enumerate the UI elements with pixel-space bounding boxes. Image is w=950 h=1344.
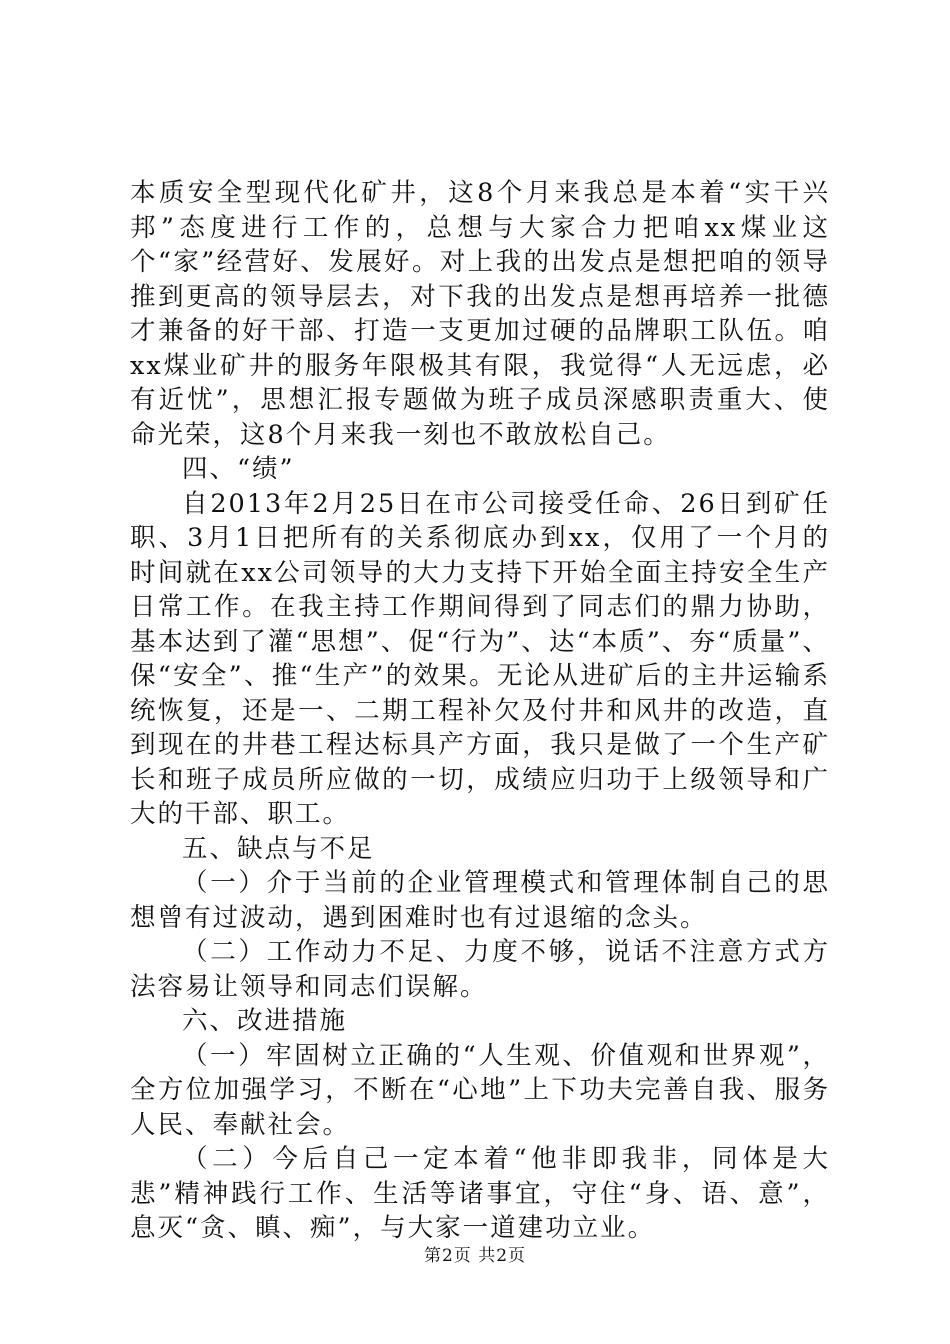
section-heading-shortcomings: 五、缺点与不足 xyxy=(182,833,375,864)
shortcoming-item-1: （一）介于当前的企业管理模式和管理体制自己的思想曾有过波动，遇到困难时也有过退缩的念头。 xyxy=(130,868,830,933)
body-paragraph-achievements: 自2013年2月25日在市公司接受任命、26日到矿任职、3月1日把所有的关系彻底办到xx，仅用了一个月的时间就在xx公司领导的大力支持下开始全面主持安全生产日常工作。在我主持工作期间得到了同志们的鼎力协助，基本达到了灌“思想”、促“行为”、达“本质”、夯“质量”、保“安全”、推“生产”的效果。无论从进矿后的主井运输系统恢复，还是一、二期工程补欠及付井和风井的改造，直到现在的井巷工程达标具产方面，我只是做了一个生产矿长和班子成员所应做的一切，成绩应归功于上级领导和广大的干部、职工。 xyxy=(130,488,830,829)
improvement-item-2: （二）今后自己一定本着“他非即我非，同体是大悲”精神践行工作、生活等诸事宜，守住“身、语、意”，息灭“贪、瞋、痴”，与大家一道建功立业。 xyxy=(130,1144,830,1243)
body-paragraph-continuation: 本质安全型现代化矿井，这8个月来我总是本着“实干兴邦”态度进行工作的，总想与大家合力把咱xx煤业这个“家”经营好、发展好。对上我的出发点是想把咱的领导推到更高的领导层去，对下我的出发点是想再培养一批德才兼备的好干部、打造一支更加过硬的品牌职工队伍。咱xx煤业矿井的服务年限极其有限，我觉得“人无远虑，必有近忧”，思想汇报专题做为班子成员深感职责重大、使命光荣，这8个月来我一刻也不敢放松自己。 xyxy=(130,178,830,450)
page-number-label: 第2页 共2页 xyxy=(423,1246,527,1266)
page-footer xyxy=(0,1245,950,1267)
improvement-item-1: （一）牢固树立正确的“人生观、价值观和世界观”，全方位加强学习，不断在“心地”上下功夫完善自我、服务人民、奉献社会。 xyxy=(130,1040,830,1140)
section-heading-improvements: 六、改进措施 xyxy=(182,1006,348,1036)
section-heading-achievements: 四、“绩” xyxy=(182,454,295,484)
document-body xyxy=(130,176,830,1246)
shortcoming-item-2: （二）工作动力不足、力度不够，说话不注意方式方法容易让领导和同志们误解。 xyxy=(130,937,830,1002)
